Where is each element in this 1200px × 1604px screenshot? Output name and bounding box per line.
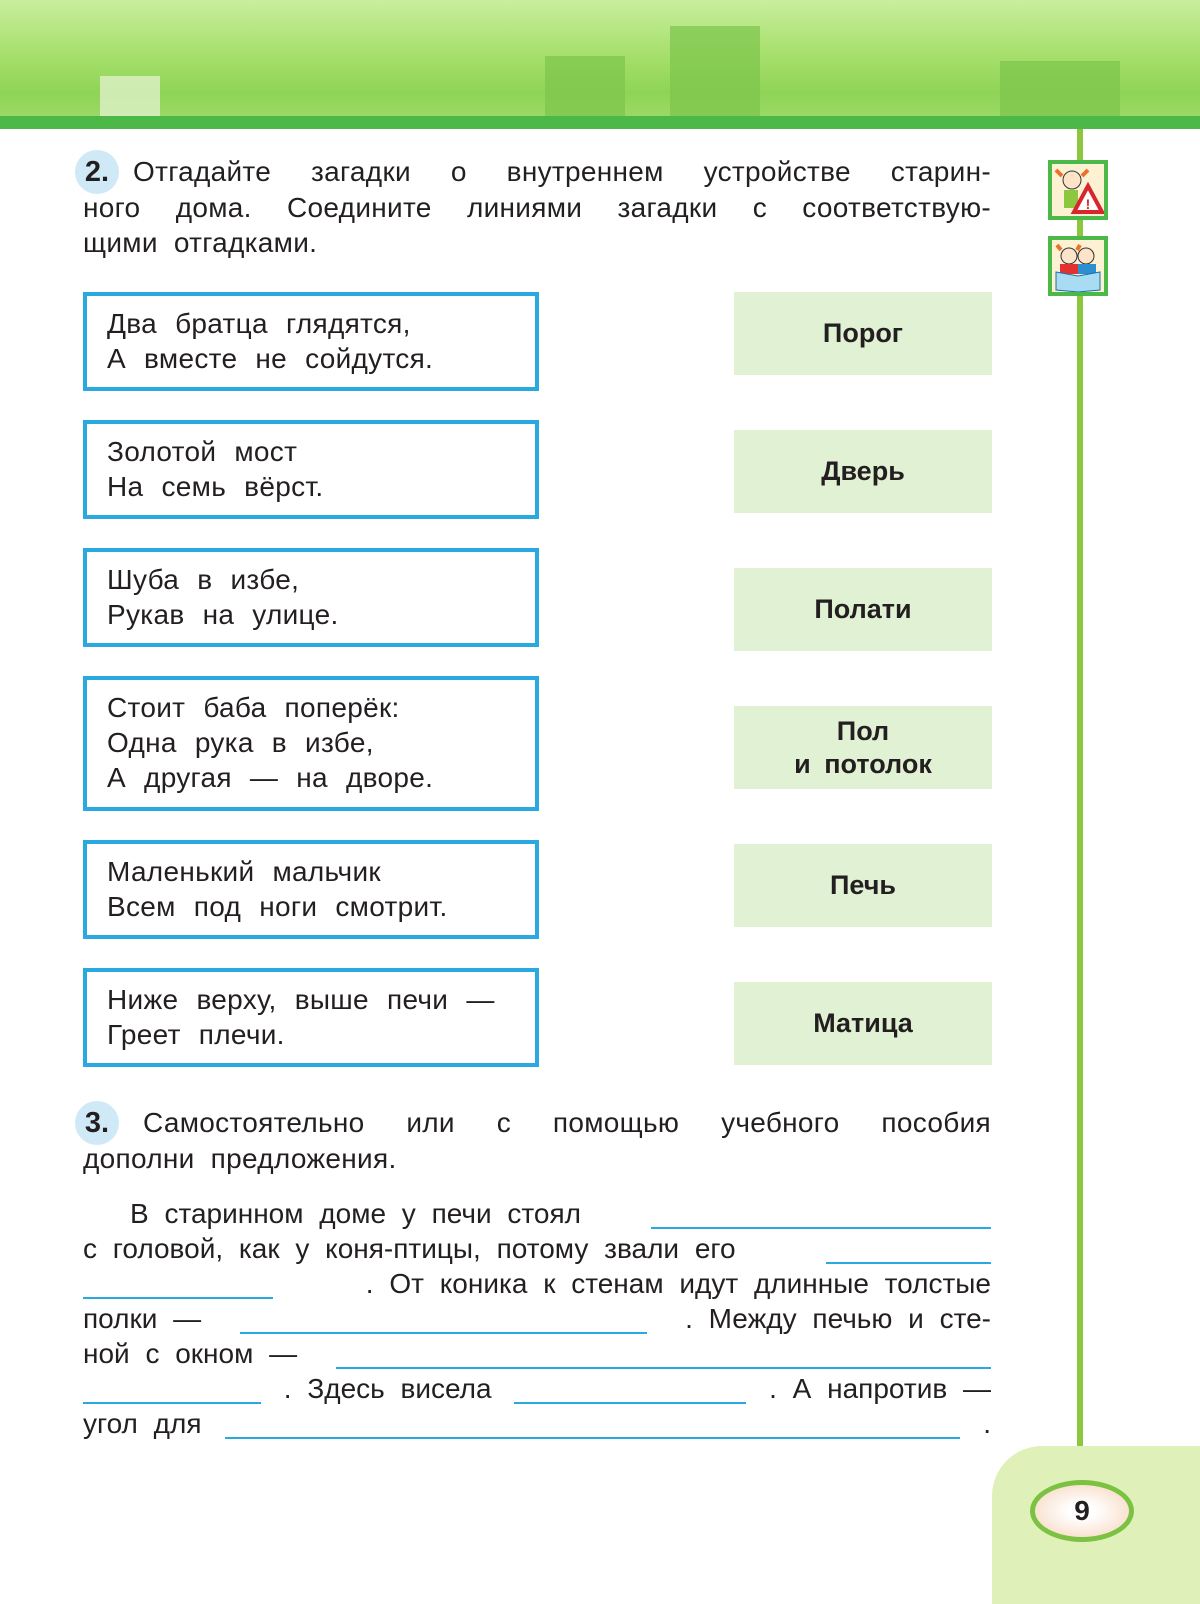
task-number-badge: 3.: [75, 1101, 119, 1145]
riddle-line: Шуба в избе,: [107, 564, 300, 595]
fill-line: [83, 1301, 991, 1336]
answer-label: Полати: [814, 594, 912, 624]
instruction-line: Самостоятельно или с помощью учебного пособия: [143, 1107, 991, 1138]
riddle-line: Греет плечи.: [107, 1019, 285, 1050]
riddle-line: Всем под ноги смотрит.: [107, 891, 448, 922]
answer-blank[interactable]: [240, 1304, 647, 1334]
sentence-text: . А напротив —: [769, 1373, 991, 1404]
answer-blank[interactable]: [826, 1234, 991, 1264]
answer-card[interactable]: [734, 706, 992, 789]
sentence-text: . Между печью и сте-: [685, 1303, 991, 1334]
riddle-card[interactable]: [83, 548, 539, 647]
task-number-badge: 2.: [75, 150, 119, 194]
header-stripe: [0, 116, 1200, 129]
fill-line: [83, 1371, 991, 1406]
answer-blank[interactable]: [336, 1339, 991, 1369]
riddle-line: Ниже верху, выше печи —: [107, 984, 495, 1015]
margin-line: [1077, 129, 1083, 1499]
fill-line: [83, 1196, 991, 1231]
riddle-card[interactable]: [83, 968, 539, 1067]
sentence-text: . Здесь висела: [283, 1373, 492, 1404]
riddle-line: Маленький мальчик: [107, 856, 381, 887]
sentence-text: В старинном доме у печи стоял: [130, 1198, 581, 1229]
riddle-line: Два братца глядятся,: [107, 308, 411, 339]
sentence-text: угол для: [83, 1408, 202, 1439]
answer-label: Пол: [836, 715, 890, 746]
riddle-card[interactable]: [83, 420, 539, 519]
svg-text:!: !: [1085, 196, 1091, 212]
sentence-text: с головой, как у коня-птицы, потому звали его: [83, 1233, 736, 1264]
answer-blank[interactable]: [83, 1374, 261, 1404]
riddle-card[interactable]: [83, 840, 539, 939]
riddle-line: Одна рука в избе,: [107, 727, 374, 758]
instruction-line: щими отгадками.: [83, 227, 318, 258]
answer-label: Печь: [829, 870, 897, 900]
riddle-card[interactable]: [83, 292, 539, 391]
answer-blank[interactable]: [651, 1199, 991, 1229]
answer-card[interactable]: [734, 844, 992, 927]
answer-blank[interactable]: [83, 1269, 273, 1299]
sentence-text: ной с окном —: [83, 1338, 298, 1369]
answer-label: Дверь: [821, 456, 905, 486]
fill-line: [83, 1336, 991, 1371]
sentence-text: .: [983, 1408, 991, 1439]
warning-girl-icon: [1048, 160, 1108, 220]
fill-line: [83, 1406, 991, 1441]
sentence-text: полки —: [83, 1303, 202, 1334]
riddle-line: Рукав на улице.: [107, 599, 339, 630]
page-number: 9: [1030, 1480, 1134, 1542]
answer-blank[interactable]: [225, 1409, 960, 1439]
riddle-card[interactable]: [83, 676, 539, 811]
answer-label: Матица: [813, 1008, 913, 1038]
riddle-line: Стоит баба поперёк:: [107, 692, 400, 723]
answer-card[interactable]: [734, 568, 992, 651]
task3-instructions: [83, 1105, 991, 1176]
task2-instructions: [83, 154, 991, 261]
answer-card[interactable]: [734, 982, 992, 1065]
reading-children-icon: [1048, 236, 1108, 296]
instruction-line: дополни предложения.: [83, 1142, 397, 1174]
instruction-line: Отгадайте загадки о внутреннем устройстве старин-: [133, 156, 991, 187]
answer-card[interactable]: [734, 292, 992, 375]
fill-line: [83, 1266, 991, 1301]
sentence-text: . От коника к стенам идут длинные толстые: [365, 1268, 991, 1299]
riddle-line: А другая — на дворе.: [107, 762, 434, 793]
fill-line: [83, 1231, 991, 1266]
instruction-line: ного дома. Соедините линиями загадки с соответствую-: [83, 191, 991, 223]
answer-card[interactable]: [734, 430, 992, 513]
answer-label: Порог: [822, 318, 904, 348]
answer-label: и потолок: [794, 748, 932, 779]
answer-blank[interactable]: [514, 1374, 746, 1404]
header-banner-image: [0, 0, 1200, 116]
riddle-line: Золотой мост: [107, 436, 298, 467]
riddle-line: На семь вёрст.: [107, 471, 324, 502]
riddle-line: А вместе не сойдутся.: [107, 343, 434, 374]
